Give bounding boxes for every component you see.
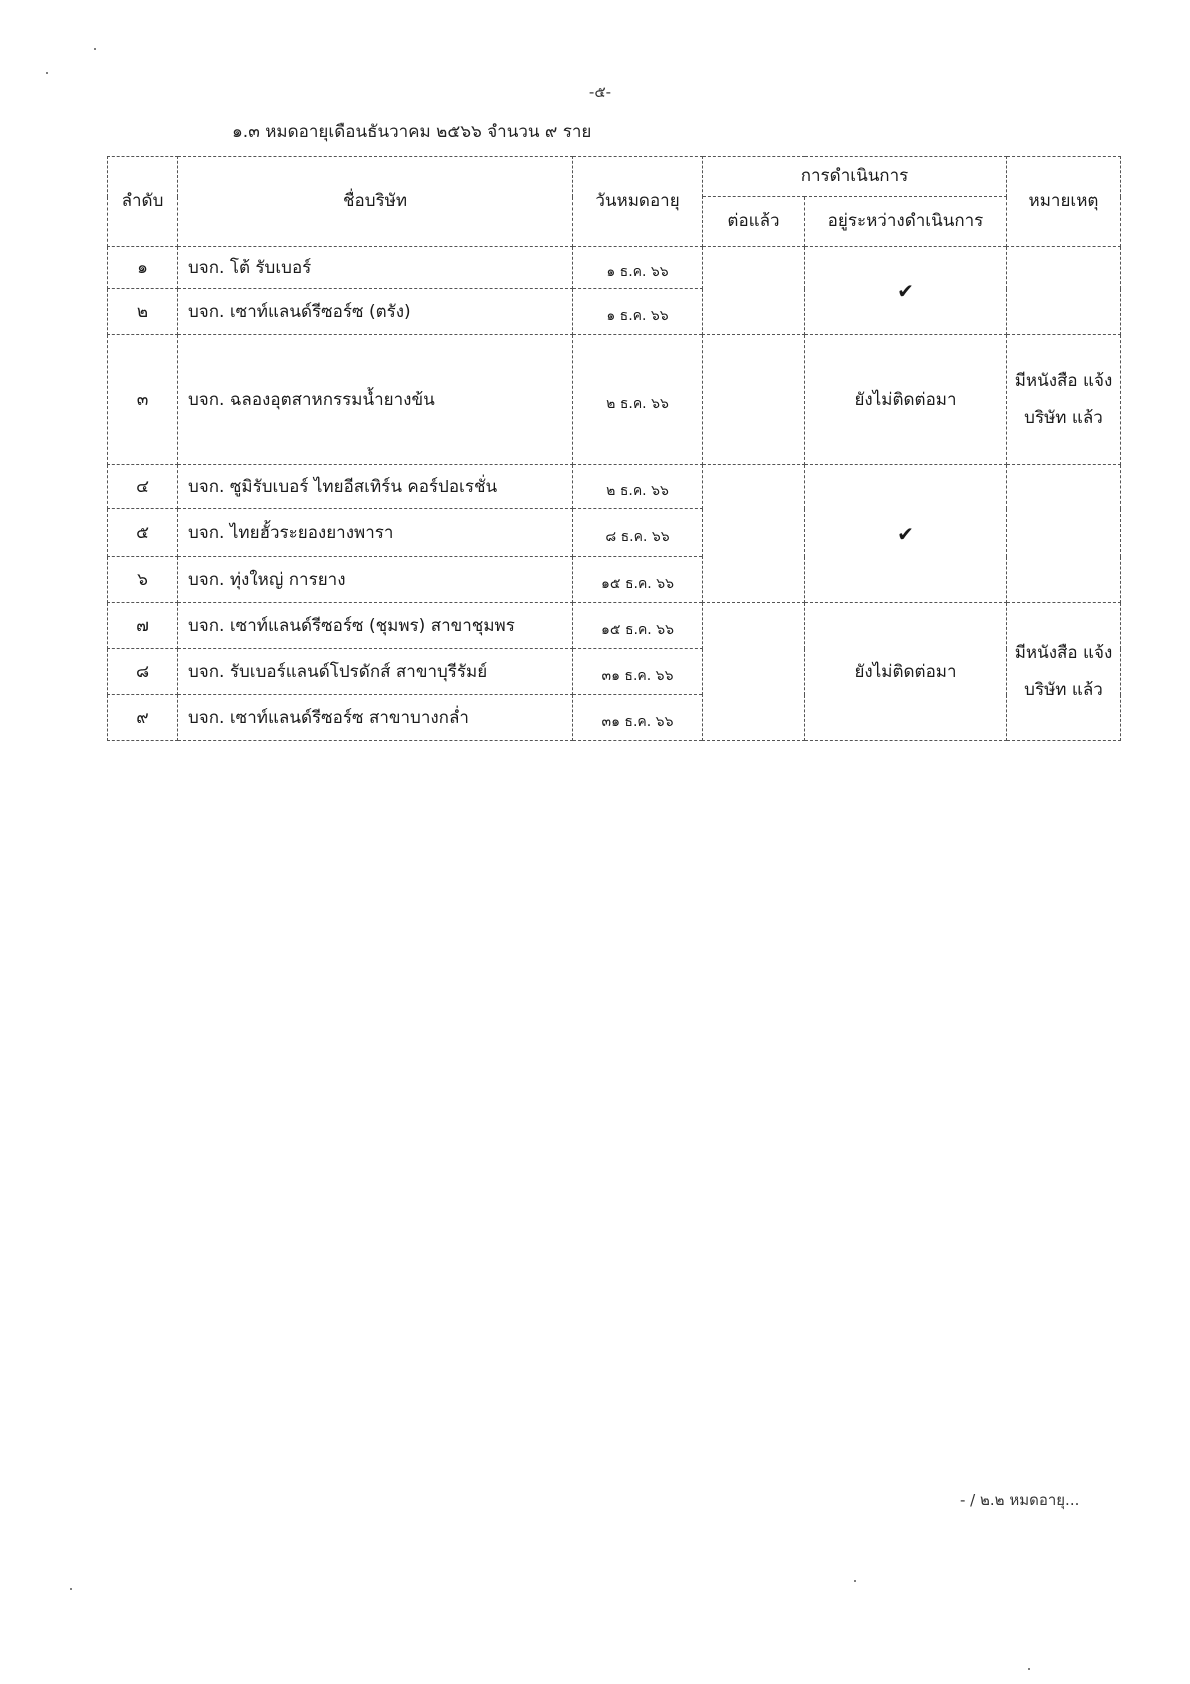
row-seq: ๘ (108, 649, 178, 695)
renewed-cell (703, 247, 805, 335)
row-expiry: ๑๕ ธ.ค. ๖๖ (573, 603, 703, 649)
renewed-cell (703, 465, 805, 603)
table-row (108, 603, 1121, 649)
row-company: บจก. เซาท์แลนด์รีซอร์ซ (ตรัง) (178, 289, 573, 335)
row-seq: ๓ (108, 335, 178, 465)
page-number: -๕- (588, 83, 612, 101)
header-renewed: ต่อแล้ว (703, 197, 805, 247)
header-in-progress: อยู่ระหว่างดำเนินการ (805, 197, 1007, 247)
table-row (108, 335, 1121, 465)
expiry-table (107, 156, 1121, 741)
row-seq: ๑ (108, 247, 178, 289)
remark-cell (1007, 465, 1121, 603)
header-remark: หมายเหตุ (1007, 157, 1121, 247)
scan-speck (46, 72, 48, 74)
status-not-contacted: ยังไม่ติดต่อมา (805, 603, 1007, 741)
row-expiry: ๘ ธ.ค. ๖๖ (573, 509, 703, 557)
remark-cell (1007, 247, 1121, 335)
row-company: บจก. ทุ่งใหญ่ การยาง (178, 557, 573, 603)
status-not-contacted: ยังไม่ติดต่อมา (805, 335, 1007, 465)
row-seq: ๒ (108, 289, 178, 335)
table-row (108, 465, 1121, 509)
renewed-cell (703, 603, 805, 741)
row-company: บจก. ซูมิรับเบอร์ ไทยอีสเทิร์น คอร์ปอเรชั่น (178, 465, 573, 509)
row-expiry: ๒ ธ.ค. ๖๖ (573, 465, 703, 509)
section-heading: ๑.๓ หมดอายุเดือนธันวาคม ๒๕๖๖ จำนวน ๙ ราย (232, 122, 592, 142)
row-company: บจก. ฉลองอุตสาหกรรมน้ำยางข้น (178, 335, 573, 465)
row-seq: ๙ (108, 695, 178, 741)
footer-continuation: - / ๒.๒ หมดอายุ... (960, 1491, 1080, 1509)
row-company: บจก. เซาท์แลนด์รีซอร์ซ สาขาบางกล่ำ (178, 695, 573, 741)
check-mark-icon: ✔ (805, 465, 1007, 603)
remark-letter-sent: มีหนังสือ แจ้งบริษัท แล้ว (1007, 603, 1121, 741)
row-seq: ๕ (108, 509, 178, 557)
row-seq: ๖ (108, 557, 178, 603)
row-expiry: ๑ ธ.ค. ๖๖ (573, 289, 703, 335)
header-action: การดำเนินการ (703, 157, 1007, 197)
renewed-cell (703, 335, 805, 465)
row-company: บจก. เซาท์แลนด์รีซอร์ซ (ชุมพร) สาขาชุมพร (178, 603, 573, 649)
header-company: ชื่อบริษัท (178, 157, 573, 247)
header-seq: ลำดับ (108, 157, 178, 247)
row-company: บจก. โต้ รับเบอร์ (178, 247, 573, 289)
row-seq: ๗ (108, 603, 178, 649)
check-mark-icon: ✔ (805, 247, 1007, 335)
row-expiry: ๒ ธ.ค. ๖๖ (573, 335, 703, 465)
scan-speck (1028, 1668, 1030, 1670)
scan-speck (854, 1580, 856, 1582)
row-company: บจก. รับเบอร์แลนด์โปรดักส์ สาขาบุรีรัมย์ (178, 649, 573, 695)
row-expiry: ๑ ธ.ค. ๖๖ (573, 247, 703, 289)
scan-speck (70, 1588, 72, 1590)
row-seq: ๔ (108, 465, 178, 509)
row-company: บจก. ไทยฮั้วระยองยางพารา (178, 509, 573, 557)
row-expiry: ๓๑ ธ.ค. ๖๖ (573, 649, 703, 695)
scan-speck (94, 48, 96, 50)
row-expiry: ๓๑ ธ.ค. ๖๖ (573, 695, 703, 741)
table-row (108, 247, 1121, 289)
row-expiry: ๑๕ ธ.ค. ๖๖ (573, 557, 703, 603)
remark-letter-sent: มีหนังสือ แจ้งบริษัท แล้ว (1007, 335, 1121, 465)
header-expiry: วันหมดอายุ (573, 157, 703, 247)
